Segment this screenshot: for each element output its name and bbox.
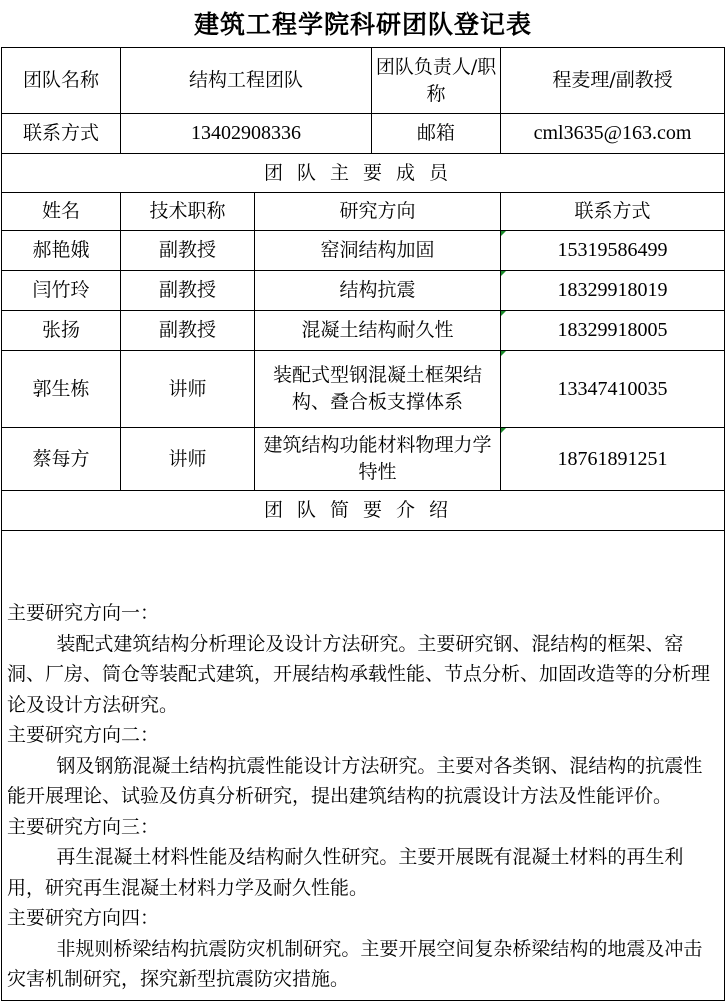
member-phone: 13347410035: [501, 351, 725, 428]
member-title: 副教授: [121, 271, 255, 311]
intro-heading: 主要研究方向三：: [7, 815, 160, 838]
member-title: 副教授: [121, 231, 255, 271]
member-direction: 混凝土结构耐久性: [255, 311, 501, 351]
member-row: [2, 231, 725, 271]
email-value: cml3635@163.com: [501, 114, 725, 154]
leader-value: 程麦理/副教授: [501, 48, 725, 114]
intro-heading: 主要研究方向四：: [7, 907, 160, 929]
intro-paragraph: 非规则桥梁结构抗震防灾机制研究。主要开展空间复杂桥梁结构的地震及冲击灾害机制研究，探究新型抗震防灾措施。: [7, 937, 703, 990]
members-section-row: [2, 154, 725, 193]
team-name-value: 结构工程团队: [121, 48, 372, 114]
member-direction: 窑洞结构加固: [255, 231, 501, 271]
member-row: [2, 351, 725, 428]
contact-label: 联系方式: [2, 114, 121, 154]
member-name: 郝艳娥: [2, 231, 121, 271]
member-phone: 18329918005: [501, 311, 725, 351]
intro-paragraph: 再生混凝土材料性能及结构耐久性研究。主要开展既有混凝土材料的再生利用，研究再生混凝土材料力学及耐久性能。: [7, 846, 684, 899]
member-phone: 18329918019: [501, 271, 725, 311]
intro-body: [2, 531, 725, 1001]
document-title: 建筑工程学院科研团队登记表: [193, 10, 532, 39]
member-title: 讲师: [121, 428, 255, 491]
member-row: [2, 428, 725, 491]
intro-section-title: 团队简要介绍: [2, 491, 725, 531]
member-row: [2, 271, 725, 311]
intro-heading: 主要研究方向一：: [7, 602, 160, 624]
intro-section-row: [2, 491, 725, 531]
member-name: 蔡每方: [2, 428, 121, 491]
intro-heading: 主要研究方向二：: [7, 724, 160, 746]
contact-value: 13402908336: [121, 114, 372, 154]
member-title: 副教授: [121, 311, 255, 351]
member-row: [2, 311, 725, 351]
column-header-direction: 研究方向: [255, 193, 501, 231]
team-name-label: 团队名称: [2, 48, 121, 114]
member-direction: 建筑结构功能材料物理力学特性: [255, 428, 501, 491]
member-phone: 18761891251: [501, 428, 725, 491]
member-name: 闫竹玲: [2, 271, 121, 311]
intro-paragraph: 钢及钢筋混凝土结构抗震性能设计方法研究。主要对各类钢、混结构的抗震性能开展理论、试验及仿真分析研究，提出建筑结构的抗震设计方法及性能评价。: [7, 754, 703, 807]
member-title: 讲师: [121, 351, 255, 428]
leader-label: 团队负责人/职称: [372, 48, 501, 114]
members-section-title: 团队主要成员: [2, 154, 725, 193]
member-name: 郭生栋: [2, 351, 121, 428]
member-name: 张扬: [2, 311, 121, 351]
members-header-row: [2, 193, 725, 231]
email-label: 邮箱: [372, 114, 501, 154]
intro-paragraph: 装配式建筑结构分析理论及设计方法研究。主要研究钢、混结构的框架、窑洞、厂房、筒仓等装配式建筑，开展结构承载性能、节点分析、加固改造等的分析理论及设计方法研究。: [7, 632, 711, 716]
column-header-name: 姓名: [2, 193, 121, 231]
registration-table: [1, 47, 725, 1001]
contact-row: [2, 114, 725, 154]
intro-row: [2, 531, 725, 1001]
member-direction: 结构抗震: [255, 271, 501, 311]
column-header-title: 技术职称: [121, 193, 255, 231]
member-direction: 装配式型钢混凝土框架结构、叠合板支撑体系: [255, 351, 501, 428]
team-name-row: [2, 48, 725, 114]
column-header-contact: 联系方式: [501, 193, 725, 231]
member-phone: 15319586499: [501, 231, 725, 271]
